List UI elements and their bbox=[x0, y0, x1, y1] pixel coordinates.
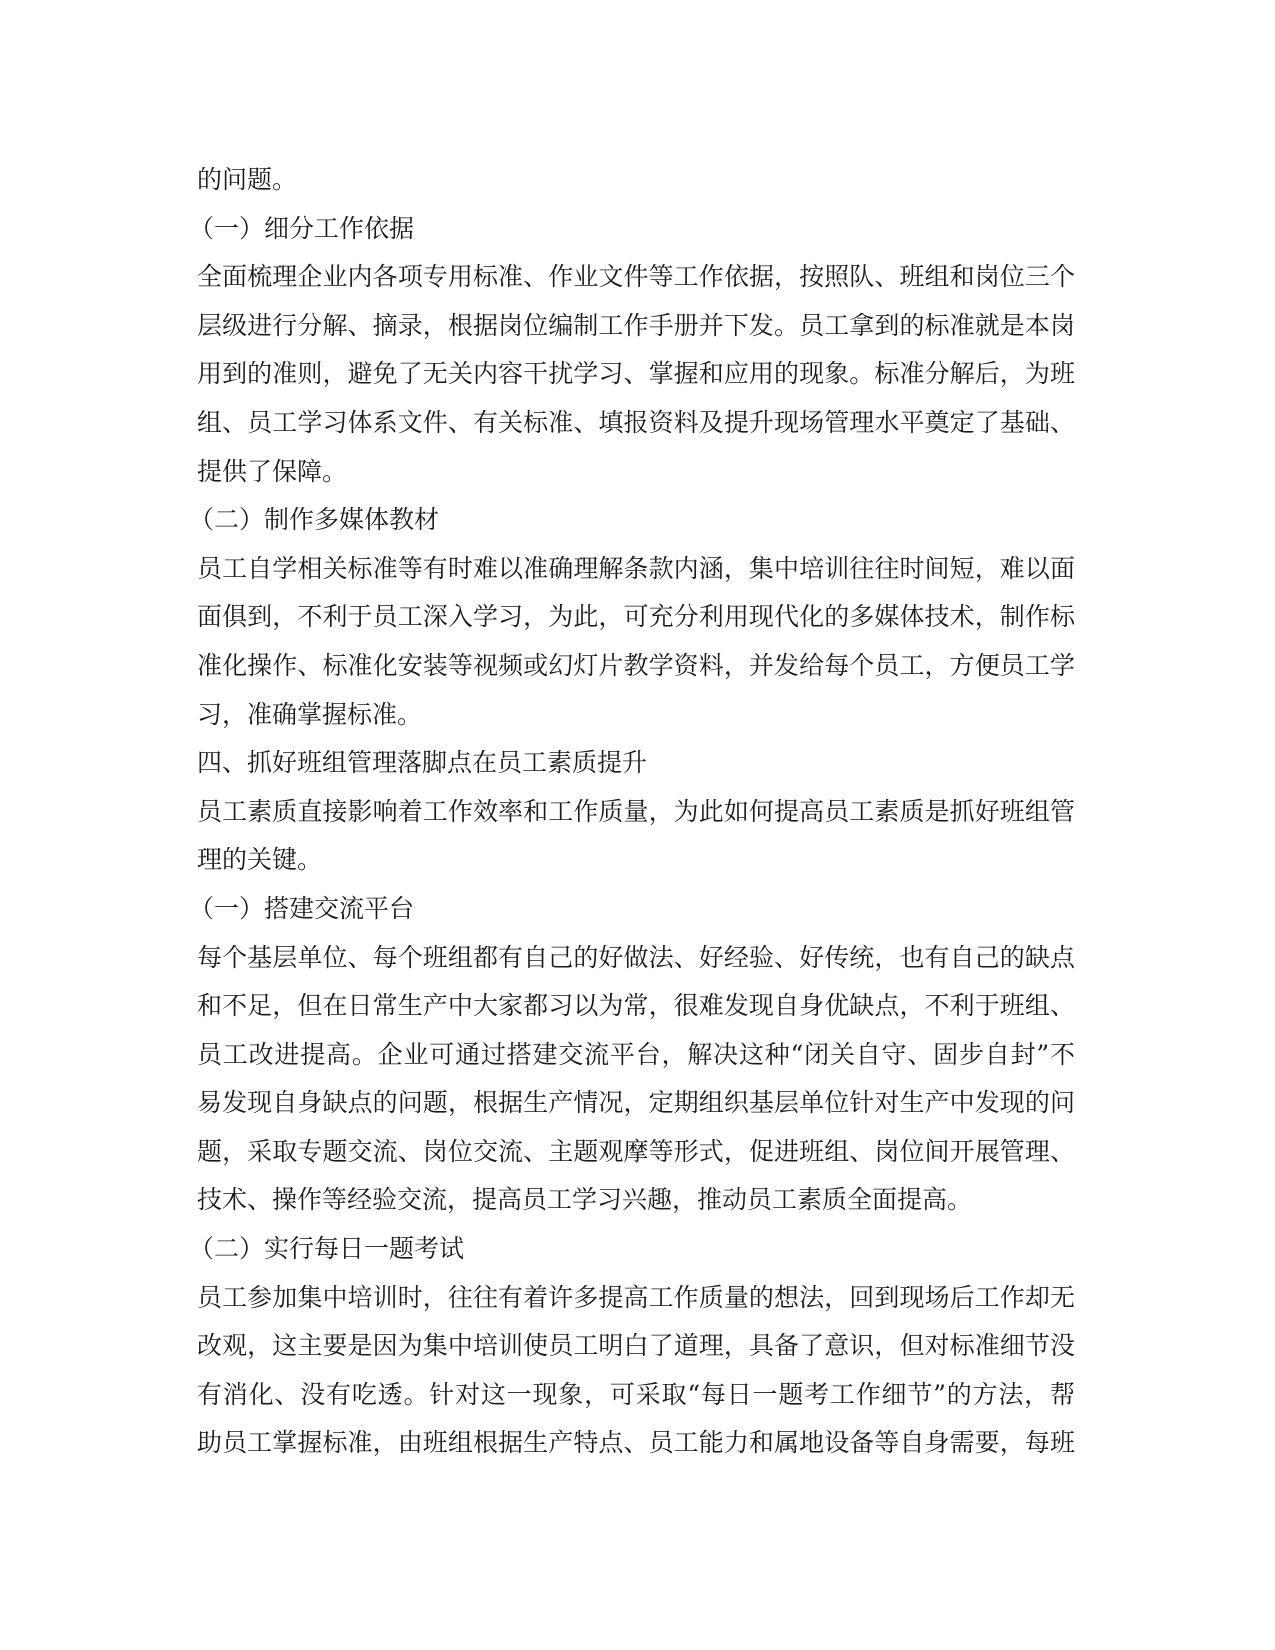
text-line: 习，准确掌握标准。 bbox=[197, 699, 423, 729]
text-line: 员工参加集中培训时，往往有着许多提高工作质量的想法，回到现场后工作却无 bbox=[197, 1282, 1075, 1312]
text-line: （二）制作多媒体教材 bbox=[189, 505, 440, 535]
text-line: 易发现自身缺点的问题，根据生产情况，定期组织基层单位针对生产中发现的问 bbox=[197, 1088, 1075, 1118]
text-line: （二）实行每日一题考试 bbox=[189, 1234, 465, 1264]
text-line: 改观，这主要是因为集中培训使员工明白了道理，具备了意识，但对标准细节没 bbox=[197, 1331, 1075, 1361]
text-line: 全面梳理企业内各项专用标准、作业文件等工作依据，按照队、班组和岗位三个 bbox=[197, 262, 1075, 292]
text-line: 员工素质直接影响着工作效率和工作质量，为此如何提高员工素质是抓好班组管 bbox=[197, 796, 1075, 826]
text-line: 员工改进提高。企业可通过搭建交流平台，解决这种“闭关自守、固步自封”不 bbox=[197, 1039, 1075, 1069]
text-line: 题，采取专题交流、岗位交流、主题观摩等形式，促进班组、岗位间开展管理、 bbox=[197, 1136, 1075, 1166]
text-line: （一）细分工作依据 bbox=[189, 213, 415, 243]
text-line: 每个基层单位、每个班组都有自己的好做法、好经验、好传统，也有自己的缺点 bbox=[197, 942, 1075, 972]
text-line: 技术、操作等经验交流，提高员工学习兴趣，推动员工素质全面提高。 bbox=[197, 1185, 973, 1215]
text-line: 面俱到，不利于员工深入学习，为此，可充分利用现代化的多媒体技术，制作标 bbox=[197, 602, 1075, 632]
text-line: 员工自学相关标准等有时难以准确理解条款内涵，集中培训往往时间短，难以面 bbox=[197, 553, 1075, 583]
text-line: 提供了保障。 bbox=[197, 456, 348, 486]
text-line: 助员工掌握标准，由班组根据生产特点、员工能力和属地设备等自身需要，每班 bbox=[197, 1428, 1075, 1458]
text-line: 四、抓好班组管理落脚点在员工素质提升 bbox=[197, 748, 648, 778]
text-line: 有消化、没有吃透。针对这一现象，可采取“每日一题考工作细节”的方法，帮 bbox=[197, 1379, 1075, 1409]
text-line: 组、员工学习体系文件、有关标准、填报资料及提升现场管理水平奠定了基础、 bbox=[197, 407, 1075, 437]
text-line: 理的关键。 bbox=[197, 845, 323, 875]
text-line: 层级进行分解、摘录，根据岗位编制工作手册并下发。员工拿到的标准就是本岗 bbox=[197, 310, 1075, 340]
text-line: 和不足，但在日常生产中大家都习以为常，很难发现自身优缺点，不利于班组、 bbox=[197, 991, 1075, 1021]
text-line: 准化操作、标准化安装等视频或幻灯片教学资料，并发给每个员工，方便员工学 bbox=[197, 650, 1075, 680]
text-line: （一）搭建交流平台 bbox=[189, 893, 415, 923]
text-line: 用到的准则，避免了无关内容干扰学习、掌握和应用的现象。标准分解后，为班 bbox=[197, 359, 1075, 389]
document-body bbox=[189, 156, 1075, 1468]
text-line: 的问题。 bbox=[197, 165, 298, 194]
